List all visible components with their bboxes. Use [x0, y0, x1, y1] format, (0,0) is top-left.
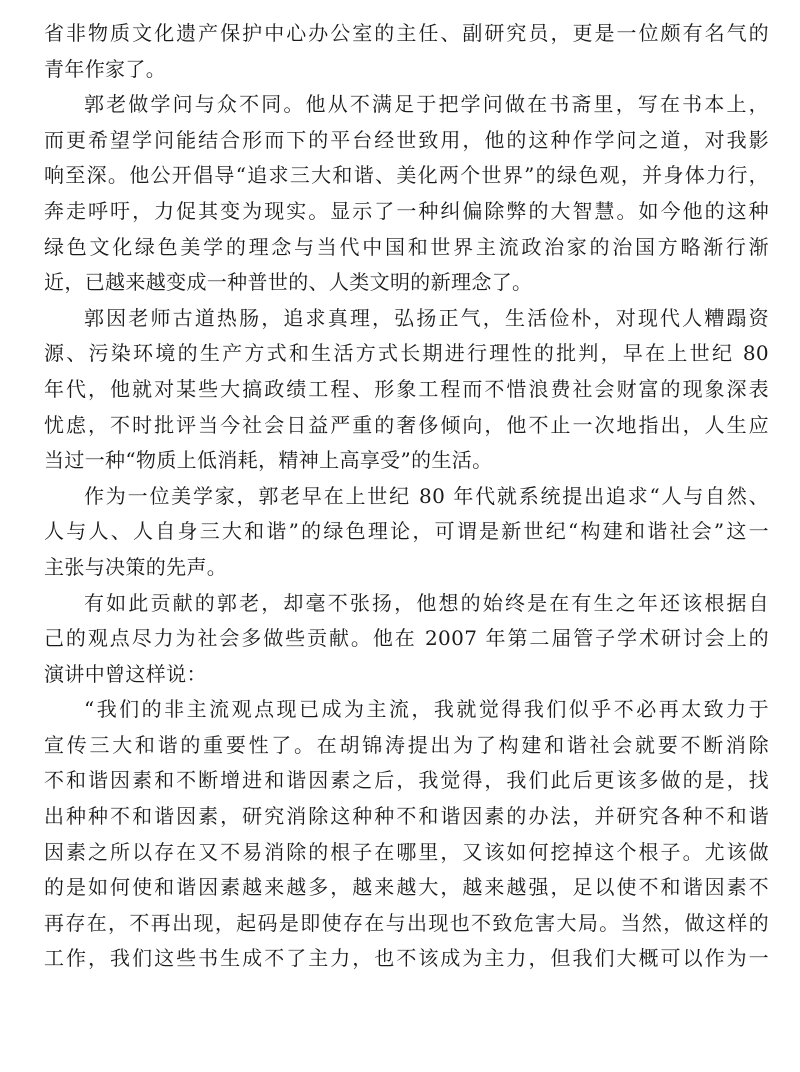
- paragraph-first-line: 郭因老师古道热肠，追求真理，弘扬正气，生活俭朴，对现代人糟蹋资: [84, 305, 769, 330]
- paragraph-first-line: 作为一位美学家，郭老早在上世纪 80 年代就系统提出追求“人与自然、: [84, 483, 769, 508]
- text-line: 宣传三大和谐的重要性了。在胡锦涛提出为了构建和谐社会就要不断消除: [44, 732, 769, 757]
- text-line: 年代，他就对某些大搞政绩工程、形象工程而不惜浪费社会财富的现象深表: [44, 376, 769, 401]
- paragraph-first-line: “我们的非主流观点现已成为主流，我就觉得我们似乎不必再太致力于: [84, 697, 769, 722]
- text-line: 己的观点尽力为社会多做些贡献。他在 2007 年第二届管子学术研讨会上的: [44, 626, 769, 651]
- text-line: 的是如何使和谐因素越来越多，越来越大，越来越强，足以使不和谐因素不: [44, 875, 769, 900]
- text-line: 工作，我们这些书生成不了主力，也不该成为主力，但我们大概可以作为一: [44, 946, 769, 971]
- text-line: 省非物质文化遗产保护中心办公室的主任、副研究员，更是一位颇有名气的: [44, 21, 769, 45]
- text-line: 奔走呼吁，力促其变为现实。显示了一种纠偏除弊的大智慧。如今他的这种: [44, 198, 769, 223]
- text-line: 演讲中曾这样说：: [44, 661, 207, 686]
- text-line: 再存在，不再出现，起码是即使存在与出现也不致危害大局。当然，做这样的: [44, 910, 769, 935]
- text-line: 近，已越来越变成一种普世的、人类文明的新理念了。: [44, 270, 533, 295]
- paragraph-first-line: 有如此贡献的郭老，却毫不张扬，他想的始终是在有生之年还该根据自: [84, 590, 769, 615]
- text-line: 出种种不和谐因素，研究消除这种种不和谐因素的办法，并研究各种不和谐: [44, 804, 769, 829]
- text-line: 忧虑，不时批评当今社会日益严重的奢侈倾向，他不止一次地指出，人生应: [44, 412, 769, 437]
- text-line: 绿色文化绿色美学的理念与当代中国和世界主流政治家的治国方略渐行渐: [44, 234, 769, 259]
- text-line: 因素之所以存在又不易消除的根子在哪里，又该如何挖掉这个根子。尤该做: [44, 839, 769, 864]
- text-line: 响至深。他公开倡导“追求三大和谐、美化两个世界”的绿色观，并身体力行，: [44, 163, 769, 188]
- text-line: 主张与决策的先声。: [44, 554, 228, 579]
- paragraph-first-line: 郭老做学问与众不同。他从不满足于把学问做在书斋里，写在书本上，: [84, 92, 769, 117]
- text-line: 源、污染环境的生产方式和生活方式长期进行理性的批判，早在上世纪 80: [44, 341, 769, 366]
- text-line: 不和谐因素和不断增进和谐因素之后，我觉得，我们此后更该多做的是，找: [44, 768, 769, 793]
- text-line: 人与人、人自身三大和谐”的绿色理论，可谓是新世纪“构建和谐社会”这一: [44, 519, 769, 544]
- document-page: [44, 16, 769, 977]
- text-line: 当过一种“物质上低消耗，精神上高享受”的生活。: [44, 448, 493, 473]
- text-line: 而更希望学问能结合形而下的平台经世致用，他的这种作学问之道，对我影: [44, 127, 769, 152]
- text-line: 青年作家了。: [44, 56, 167, 81]
